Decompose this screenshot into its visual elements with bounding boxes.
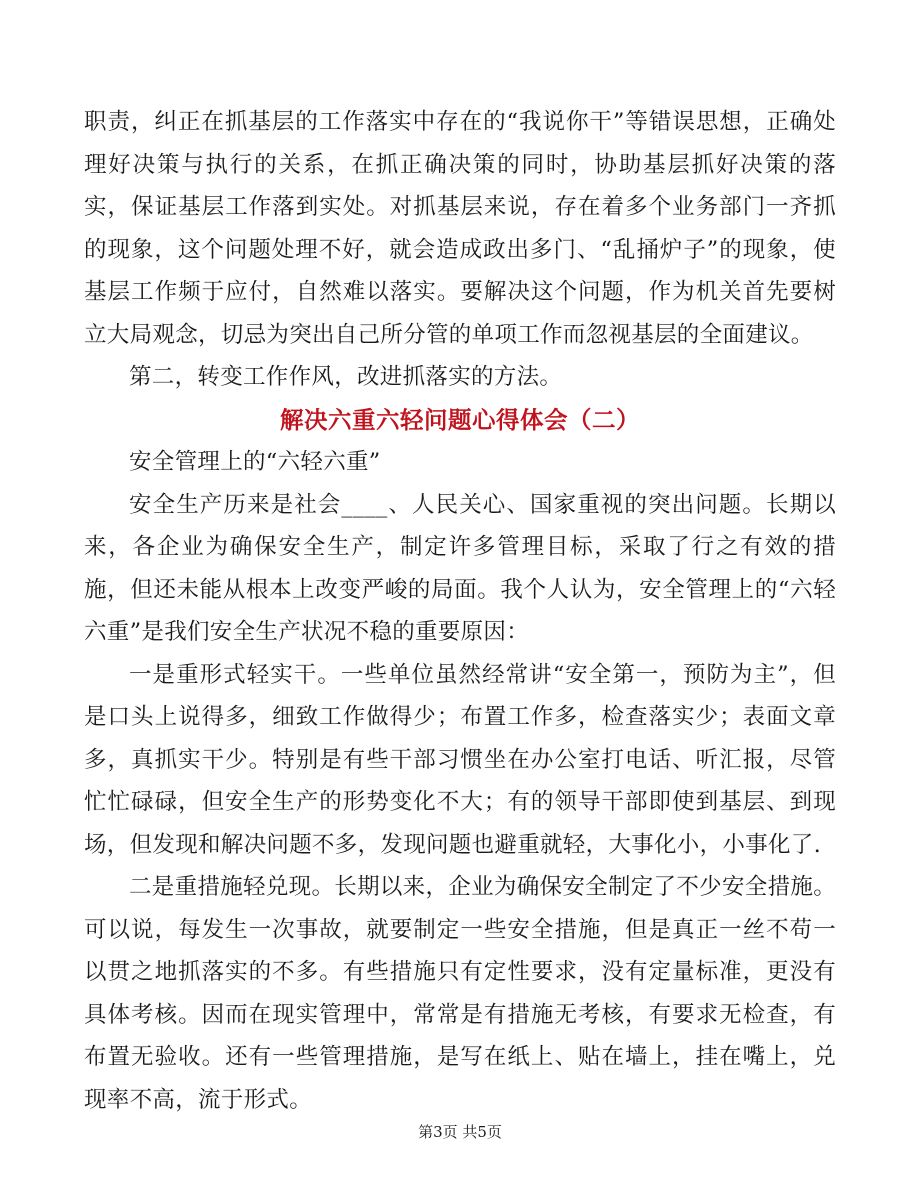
paragraph-point-one: 一是重形式轻实干。一些单位虽然经常讲“安全第一，预防为主”，但是口头上说得多，细致工作做得少；布置工作多，检查落实少；表面文章多，真抓实干少。特别是有些干部习惯坐在办公室打电话、听汇报，尽管忙忙碌碌，但安全生产的形势变化不大；有的领导干部即使到基层、到现场，但发现和解决问题不多，发现问题也避重就轻，大事化小，小事化了. [84, 661, 836, 858]
paragraph-intro: 安全生产历来是社会____、人民关心、国家重视的突出问题。长期以来，各企业为确保安全生产，制定许多管理目标，采取了行之有效的措施，但还未能从根本上改变严峻的局面。我个人认为，安全管理上的“六轻六重”是我们安全生产状况不稳的重要原因： [84, 491, 836, 645]
paragraph-subtitle: 安全管理上的“六轻六重” [129, 449, 381, 475]
paragraph-point-two: 二是重措施轻兑现。长期以来，企业为确保安全制定了不少安全措施。可以说，每发生一次事故，就要制定一些安全措施，但是真正一丝不苟一以贯之地抓落实的不多。有些措施只有定性要求，没有定量标准，更没有具体考核。因而在现实管理中，常常是有措施无考核，有要求无检查，有布置无验收。还有一些管理措施，是写在纸上、贴在墙上，挂在嘴上，兑现率不高，流于形式。 [84, 874, 836, 1113]
section-title: 解决六重六轻问题心得体会（二） [280, 405, 640, 434]
page-number: 第3页 共5页 [418, 1123, 502, 1141]
paragraph-second-point: 第二，转变工作作风，改进抓落实的方法。 [129, 364, 563, 390]
paragraph-continuation: 职责，纠正在抓基层的工作落实中存在的“我说你干”等错误思想，正确处理好决策与执行的关系，在抓正确决策的同时，协助基层抓好决策的落实，保证基层工作落到实处。对抓基层来说，存在着多个业务部门一齐抓的现象，这个问题处理不好，就会造成政出多门、“乱捅炉子”的现象，使基层工作频于应付，自然难以落实。要解决这个问题，作为机关首先要树立大局观念，切忌为突出自己所分管的单项工作而忽视基层的全面建议。 [84, 109, 836, 348]
document-body [84, 101, 836, 1121]
